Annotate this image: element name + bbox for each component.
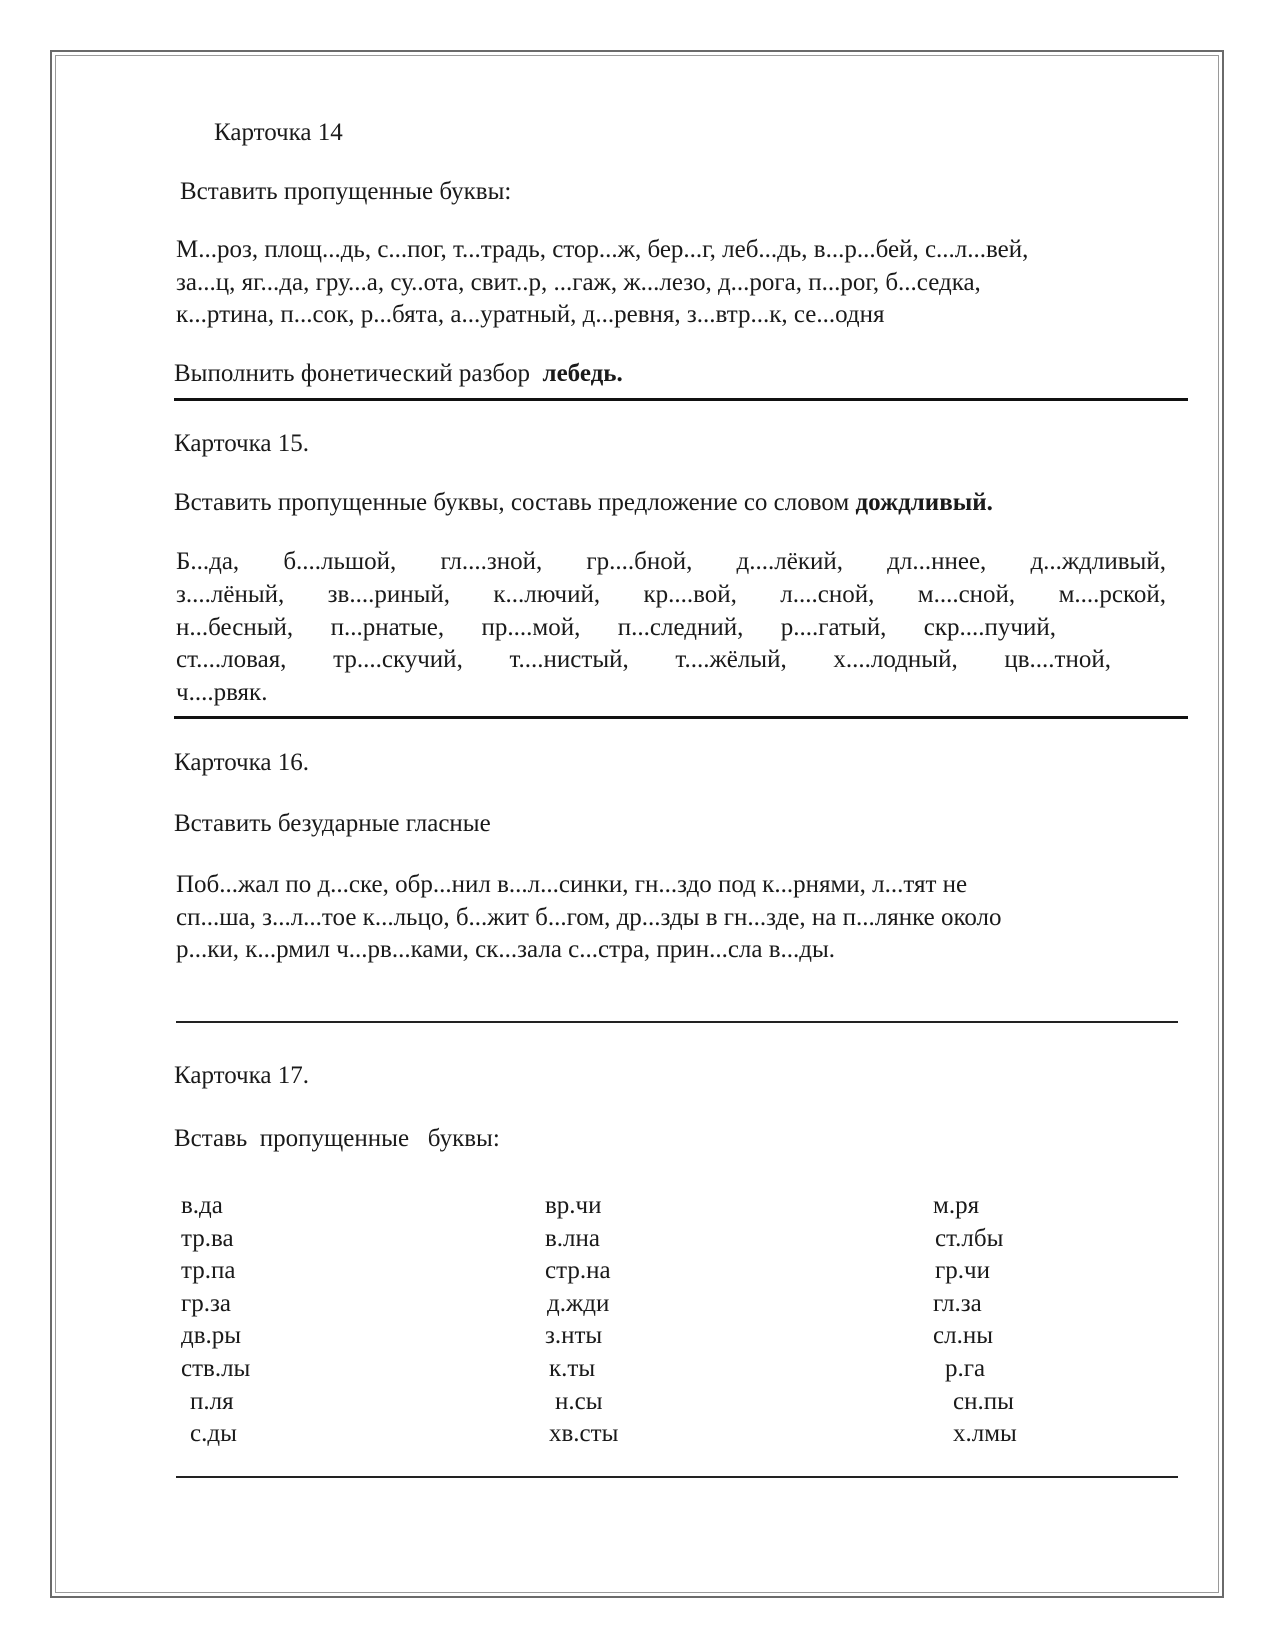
- card15-line: ст....ловая, тр....скучий, т....нистый, т....жёлый, х....лодный, цв....тной,: [176, 646, 1111, 674]
- word-item: в.лна: [545, 1224, 601, 1252]
- divider: [174, 716, 1188, 719]
- word-item: в.да: [181, 1192, 223, 1219]
- card14-task: Вставить пропущенные буквы:: [180, 178, 512, 205]
- card14-line: к...ртина, п...сок, р...бята, а...уратный, д...ревня, з...втр...к, се...одня: [176, 301, 885, 328]
- word-item: сн.пы: [953, 1387, 1014, 1415]
- word-item: с.ды: [190, 1420, 237, 1448]
- card14-phonetic: [174, 358, 623, 390]
- card17-title: Карточка 17.: [174, 1062, 309, 1089]
- word-item: вр.чи: [545, 1192, 602, 1219]
- card15-task-word: дождливый.: [855, 489, 993, 516]
- word-item: тр.па: [181, 1257, 236, 1285]
- card16-line: р...ки, к...рмил ч...рв...ками, ск...зала с...стра, прин...сла в...ды.: [176, 936, 836, 963]
- card15-line: н...бесный, п...рнатые, пр....мой, п...следний, р....гатый, скр....пучий,: [176, 613, 1056, 641]
- word-item: п.ля: [190, 1387, 234, 1415]
- word-item: р.га: [945, 1355, 986, 1382]
- word-item: стр.на: [545, 1257, 611, 1285]
- word-item: ст.лбы: [935, 1224, 1004, 1252]
- card14-title: Карточка 14: [214, 119, 343, 146]
- card14-line: за...ц, яг...да, гру...а, су..ота, свит..р, ...гаж, ж...лезо, д...рога, п...рог, б...седка,: [176, 268, 981, 296]
- card14-phonetic-task: Выполнить фонетический разбор: [174, 360, 531, 387]
- word-item: х.лмы: [953, 1420, 1017, 1448]
- card16-text: [176, 869, 1166, 967]
- word-item: сл.ны: [933, 1322, 993, 1350]
- card16-line: Поб...жал по д...ске, обр...нил в...л...синки, гн...здо под к...рнями, л...тят не: [176, 871, 968, 898]
- card15-task: [174, 487, 993, 519]
- card15-line: ч....рвяк.: [176, 679, 268, 707]
- card17-task: Вставь пропущенные буквы:: [174, 1125, 500, 1152]
- word-item: к.ты: [549, 1355, 596, 1382]
- word-item: н.сы: [555, 1387, 603, 1415]
- card16-line: сп...ша, з...л...тое к...льцо, б...жит б...гом, др...зды в гн...зде, на п...лянке около: [176, 903, 1002, 931]
- card16-task: Вставить безударные гласные: [174, 810, 491, 837]
- divider: [174, 398, 1188, 401]
- word-item: д.жди: [547, 1289, 610, 1317]
- card14-line: М...роз, площ...дь, с...пог, т...традь, стор...ж, бер...г, леб...дь, в...р...бей, с...л...вей,: [176, 236, 1029, 263]
- word-item: дв.ры: [181, 1322, 242, 1350]
- card15-task-text: Вставить пропущенные буквы, составь предложение со словом: [174, 489, 850, 516]
- word-item: з.нты: [545, 1322, 603, 1350]
- card15-line: Б...да, б....льшой, гл....зной, гр....бной, д....лёкий, дл...ннее, д...ждливый,: [176, 548, 1166, 575]
- word-item: гл.за: [933, 1289, 982, 1317]
- card14-phonetic-word: лебедь.: [542, 360, 623, 387]
- card15-title: Карточка 15.: [174, 430, 309, 457]
- divider-line: [176, 1476, 1178, 1478]
- word-item: тр.ва: [181, 1224, 234, 1252]
- word-item: ств.лы: [181, 1355, 251, 1382]
- card14-text: [176, 234, 1166, 332]
- word-item: хв.сты: [549, 1420, 619, 1448]
- word-item: м.ря: [933, 1192, 980, 1219]
- divider-line: [176, 1021, 1178, 1023]
- card15-line: з....лёный, зв....риный, к...лючий, кр....вой, л....сной, м....сной, м....рской,: [176, 580, 1166, 608]
- card16-title: Карточка 16.: [174, 749, 309, 776]
- word-item: гр.за: [181, 1289, 231, 1317]
- word-item: гр.чи: [935, 1257, 990, 1285]
- card15-text: [176, 546, 1166, 710]
